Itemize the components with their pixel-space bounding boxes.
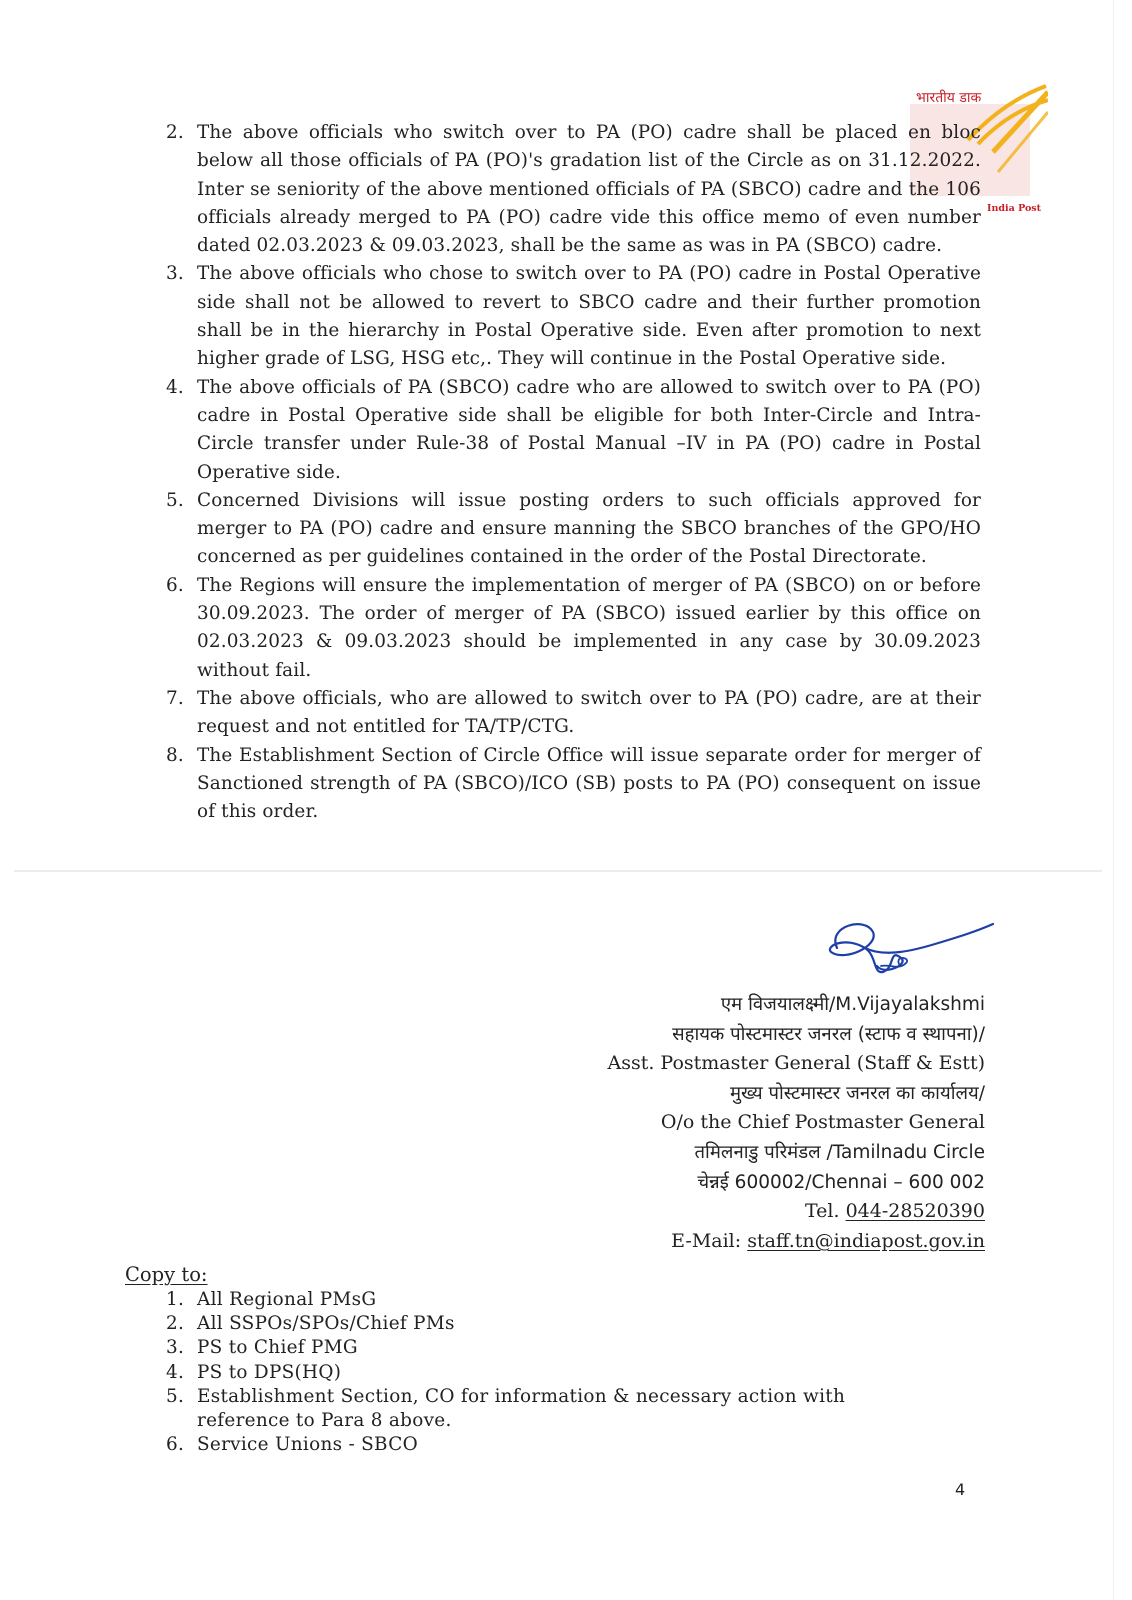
scan-fold-line (14, 870, 1102, 872)
paragraph-number: 2. (166, 122, 184, 143)
copy-to-item (156, 1361, 896, 1385)
copy-number: 3. (166, 1337, 185, 1359)
office-english: O/o the Chief Postmaster General (660, 1111, 985, 1134)
logo-english-text: India Post (987, 203, 1042, 214)
tel-label: Tel. (804, 1200, 840, 1223)
page-number: 4 (955, 1480, 966, 1499)
paragraph-text: The above officials, who are allowed to switch over to PA (PO) cadre, are at their request and not entitled for TA/TP/CTG. (197, 687, 981, 738)
paragraph-text: Concerned Divisions will issue posting orders to such officials approved for merger to PA (PO) cadre and ensure manning the SBCO branches of the GPO/HO concerned as per guidelines contained in the order of the Postal Directorate. (197, 489, 981, 568)
copy-text: PS to Chief PMG (197, 1337, 358, 1359)
copy-number: 4. (166, 1361, 185, 1383)
signature-block (465, 990, 985, 1256)
paragraph-item (156, 487, 981, 572)
designation-hindi: सहायक पोस्टमास्टर जनरल (स्टाफ व स्थापना)/ (672, 1023, 985, 1045)
copy-to-heading: Copy to: (125, 1263, 208, 1286)
telephone-number[interactable]: 044-28520390 (845, 1200, 985, 1223)
copy-text: All SSPOs/SPOs/Chief PMs (197, 1313, 455, 1335)
paragraph-number: 3. (166, 263, 184, 285)
designation-english: Asst. Postmaster General (Staff & Estt) (607, 1052, 985, 1075)
copy-text: Service Unions - SBCO (197, 1434, 418, 1456)
scan-edge (1113, 0, 1114, 1600)
paragraph-item (156, 685, 981, 742)
copy-number: 2. (166, 1313, 185, 1335)
paragraph-item (156, 742, 981, 827)
copy-to-item (156, 1385, 896, 1433)
copy-to-list (156, 1288, 896, 1457)
paragraph-number: 8. (166, 744, 184, 766)
paragraph-number: 4. (166, 376, 184, 398)
office-hindi: मुख्य पोस्टमास्टर जनरल का कार्यालय/ (729, 1082, 985, 1104)
paragraph-text: The Establishment Section of Circle Office will issue separate order for merger of Sanctioned strength of PA (SBCO)/ICO (SB) posts to PA (PO) consequent on issue of this order. (197, 744, 981, 823)
paragraph-item (156, 572, 981, 685)
email-line (465, 1227, 985, 1257)
circle-name: तमिलनाडु परिमंडल /Tamilnadu Circle (694, 1141, 985, 1163)
logo-hindi-text: भारतीय डाक (916, 90, 982, 106)
copy-text: All Regional PMsG (197, 1289, 377, 1310)
paragraph-item (156, 260, 981, 373)
paragraph-number: 5. (166, 489, 184, 511)
paragraph-item (156, 374, 981, 487)
copy-to-item (156, 1312, 896, 1336)
city-address: चेन्नई 600002/Chennai – 600 002 (697, 1171, 985, 1193)
telephone-line (465, 1197, 985, 1227)
paragraph-number: 7. (166, 687, 184, 709)
copy-text: Establishment Section, CO for information & necessary action with reference to Para 8 above. (197, 1385, 846, 1432)
order-paragraphs (156, 119, 981, 826)
copy-number: 5. (166, 1385, 185, 1407)
copy-number: 6. (166, 1434, 185, 1456)
copy-to-item (156, 1336, 896, 1360)
email-link[interactable]: staff.tn@indiapost.gov.in (747, 1229, 985, 1252)
copy-to-item (156, 1433, 896, 1457)
paragraph-item (156, 119, 981, 260)
copy-number: 1. (166, 1289, 185, 1310)
signatory-name: एम विजयालक्ष्मी/M.Vijayalakshmi (720, 994, 985, 1015)
copy-to-item (156, 1288, 896, 1312)
paragraph-text: The above officials who chose to switch over to PA (PO) cadre in Postal Operative side shall not be allowed to revert to SBCO cadre and their further promotion shall be in the hierarchy in Postal Operative side. Even after promotion to next higher grade of LSG, HSG etc,. They will continue in the Postal Operative side. (197, 263, 981, 370)
paragraph-number: 6. (166, 574, 184, 596)
paragraph-text: The above officials who switch over to PA (PO) cadre shall be placed en bloc below all those officials of PA (PO)'s gradation list of the Circle as on 31.12.2022. Inter se seniority of the above mentioned officials of PA (SBCO) cadre and the 106 officials already merged to PA (PO) cadre vide this office memo of even number dated 02.03.2023 & 09.03.2023, shall be the same as was in PA (SBCO) cadre. (197, 122, 981, 257)
paragraph-text: The above officials of PA (SBCO) cadre who are allowed to switch over to PA (PO) cadre in Postal Operative side shall be eligible for both Inter-Circle and Intra-Circle transfer under Rule-38 of Postal Manual –IV in PA (PO) cadre in Postal Operative side. (197, 376, 981, 483)
handwritten-signature (825, 918, 995, 1000)
paragraph-text: The Regions will ensure the implementation of merger of PA (SBCO) on or before 30.09.2023. The order of merger of PA (SBCO) issued earlier by this office on 02.03.2023 & 09.03.2023 should be implemented in any case by 30.09.2023 without fail. (197, 574, 981, 681)
email-label: E-Mail: (671, 1229, 742, 1252)
copy-text: PS to DPS(HQ) (197, 1361, 342, 1383)
